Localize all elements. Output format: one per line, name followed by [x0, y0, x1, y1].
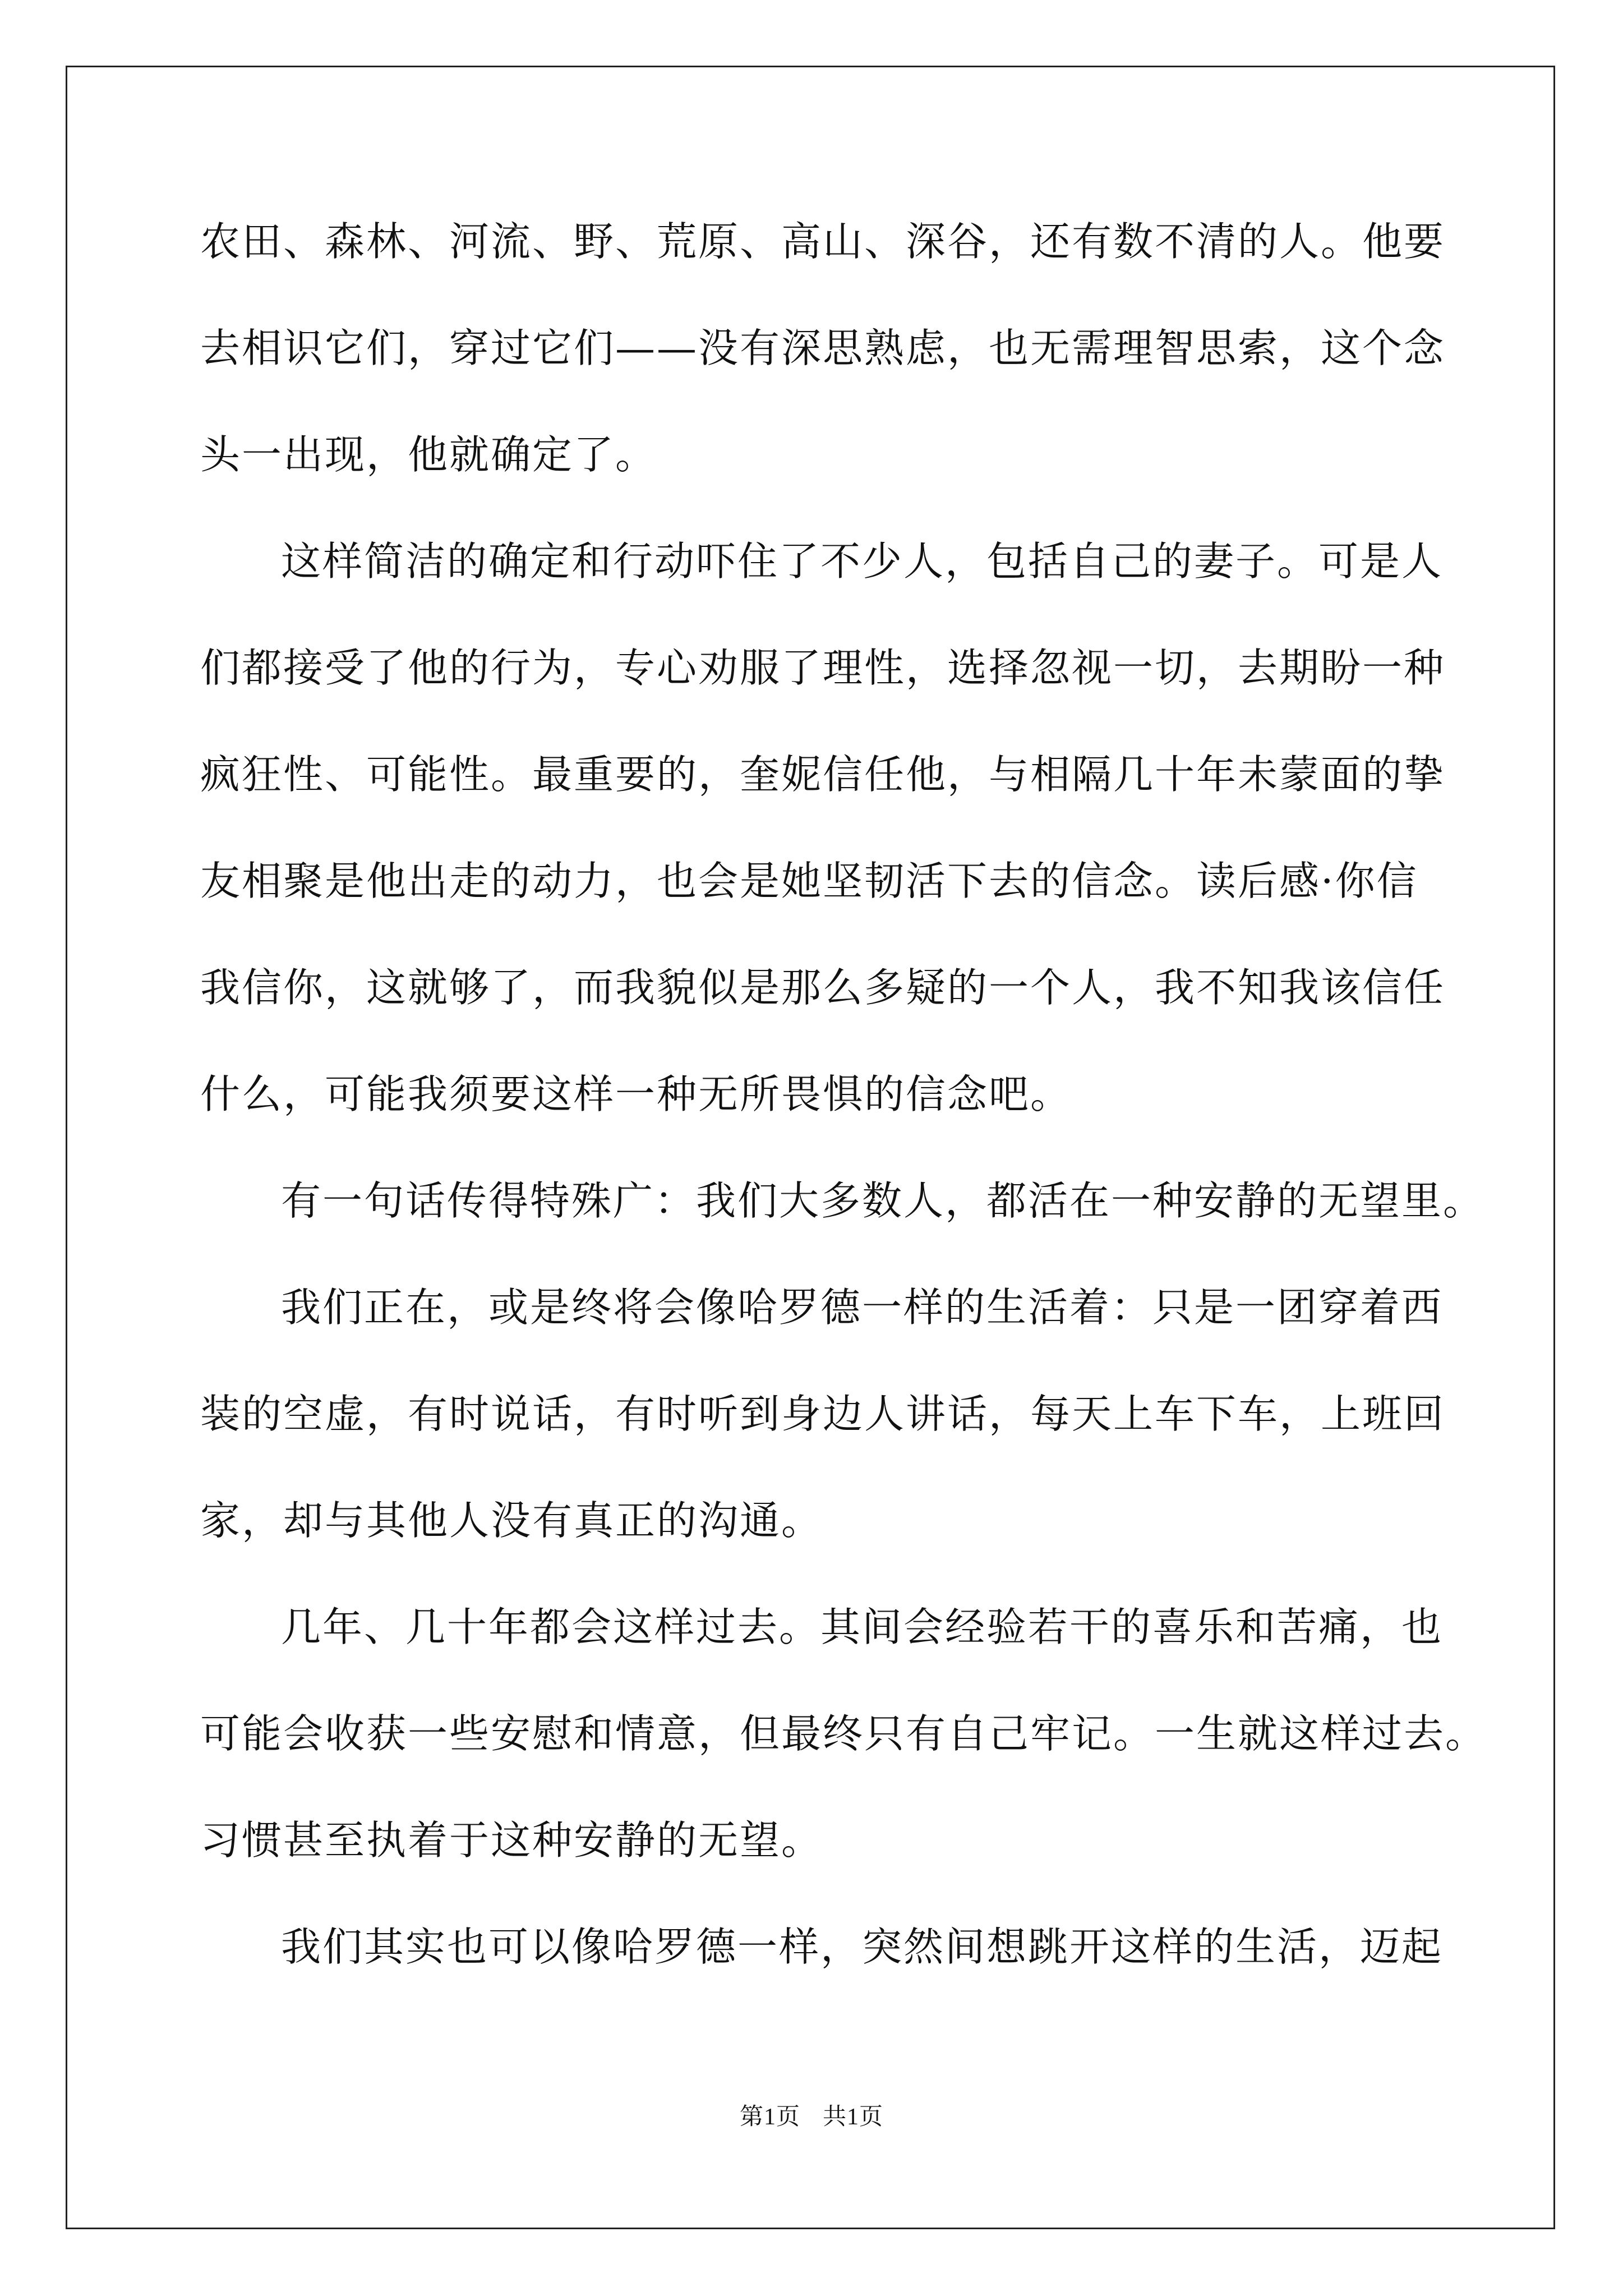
text-line-16: 习惯甚至执着于这种安静的无望。 [200, 1817, 823, 1864]
text-line-5: 们都接受了他的行为，专心劝服了理性，选择忽视一切，去期盼一种 [200, 645, 1446, 691]
text-line-1: 农田、森林、河流、野、荒原、高山、深谷，还有数不清的人。他要 [200, 218, 1446, 265]
text-line-2: 去相识它们，穿过它们——没有深思熟虑，也无需理智思索，这个念 [200, 325, 1446, 371]
text-line-4: 这样简洁的确定和行动吓住了不少人，包括自己的妻子。可是人 [281, 538, 1444, 585]
text-line-8: 我信你，这就够了，而我貌似是那么多疑的一个人，我不知我该信任 [200, 964, 1446, 1011]
page-number: 第1页 [739, 2104, 800, 2130]
text-line-12: 装的空虚，有时说话，有时听到身边人讲话，每天上车下车，上班回 [200, 1391, 1446, 1437]
text-line-3: 头一出现，他就确定了。 [200, 431, 657, 478]
text-line-15: 可能会收获一些安慰和情意，但最终只有自己牢记。一生就这样过去。 [200, 1710, 1487, 1757]
page-total: 共1页 [823, 2104, 884, 2130]
text-line-14: 几年、几十年都会这样过去。其间会经验若干的喜乐和苦痛，也 [281, 1604, 1444, 1650]
text-line-9: 什么，可能我须要这样一种无所畏惧的信念吧。 [200, 1071, 1072, 1117]
text-line-17: 我们其实也可以像哈罗德一样，突然间想跳开这样的生活，迈起 [281, 1924, 1444, 1970]
text-line-13: 家，却与其他人没有真正的沟通。 [200, 1497, 823, 1544]
page-border [66, 66, 1555, 2229]
page-footer [0, 2098, 1623, 2132]
text-line-10: 有一句话传得特殊广：我们大多数人，都活在一种安静的无望里。 [281, 1177, 1485, 1224]
text-line-11: 我们正在，或是终将会像哈罗德一样的生活着：只是一团穿着西 [281, 1284, 1444, 1331]
text-line-7: 友相聚是他出走的动力，也会是她坚韧活下去的信念。读后感·你信 [200, 858, 1418, 904]
text-line-6: 疯狂性、可能性。最重要的，奎妮信任他，与相隔几十年未蒙面的挚 [200, 751, 1446, 798]
